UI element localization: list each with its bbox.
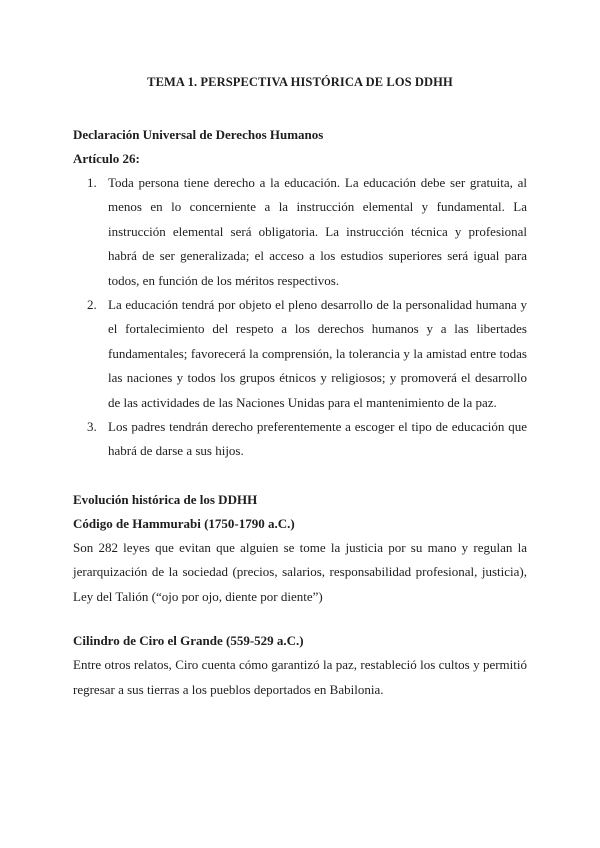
section-heading: Declaración Universal de Derechos Humanos xyxy=(73,127,324,142)
ciro-paragraph: Entre otros relatos, Ciro cuenta cómo garantizó la paz, restableció los cultos y permitió regresar a sus tierras a los pueblos deportados en Babilonia. xyxy=(73,657,527,697)
section-ciro xyxy=(73,629,527,702)
section-evolucion xyxy=(73,488,527,609)
list-item-text: Toda persona tiene derecho a la educación. La educación debe ser gratuita, al menos en lo concerniente a la instrucción elemental y fundamental. La instrucción elemental será obligatoria. La instrucción técnica y profesional habrá de ser generalizada; el acceso a los estudios superiores será igual para todos, en función de los méritos respectivos. xyxy=(108,175,527,288)
list-item-number: 2. xyxy=(87,297,97,313)
list-item xyxy=(73,415,527,464)
article-heading: Artículo 26: xyxy=(73,151,140,166)
list-item xyxy=(73,293,527,415)
document-page xyxy=(73,70,527,702)
spacer xyxy=(73,609,527,629)
hammurabi-paragraph: Son 282 leyes que evitan que alguien se tome la justicia por su mano y regulan la jerarquización de la sociedad (precios, salarios, responsabilidad profesional, justicia), Ley del Talión (“ojo por ojo, diente por diente”) xyxy=(73,539,527,604)
spacer xyxy=(73,464,527,488)
section-heading: Evolución histórica de los DDHH xyxy=(73,491,258,507)
list-item-number: 1. xyxy=(87,175,97,190)
document-title: TEMA 1. PERSPECTIVA HISTÓRICA DE LOS DDHH xyxy=(147,75,453,89)
article-list xyxy=(73,171,527,464)
list-item-text: Los padres tendrán derecho preferentemente a escoger el tipo de educación que habrá de darse a sus hijos. xyxy=(108,419,527,459)
section-declaracion xyxy=(73,123,527,464)
list-item xyxy=(73,171,527,293)
hammurabi-heading: Código de Hammurabi (1750-1790 a.C.) xyxy=(73,515,295,531)
list-item-text: La educación tendrá por objeto el pleno desarrollo de la personalidad humana y el fortalecimiento del respeto a los derechos humanos y a las libertades fundamentales; favorecerá la comprensión, la tolerancia y la amistad entre todas las naciones y todos los grupos étnicos y religiosos; y promoverá el desarrollo de las actividades de las Naciones Unidas para el mantenimiento de la paz. xyxy=(108,297,527,410)
ciro-heading: Cilindro de Ciro el Grande (559-529 a.C.) xyxy=(73,633,304,649)
list-item-number: 3. xyxy=(87,419,97,435)
